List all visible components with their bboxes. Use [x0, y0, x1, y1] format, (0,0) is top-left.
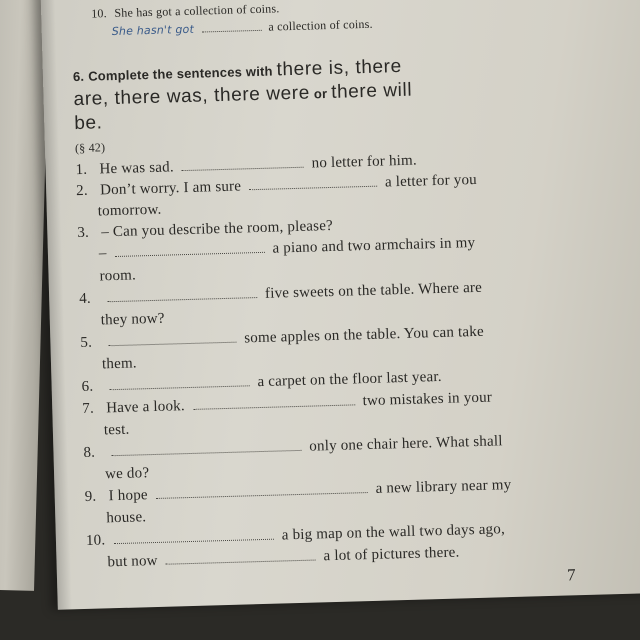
- answer-blank[interactable]: [109, 375, 249, 390]
- item-3-line-3: room.: [99, 267, 137, 285]
- answer-blank[interactable]: [156, 482, 368, 499]
- grammar-reference: (§ 42): [74, 140, 106, 156]
- item-8: 8. only one chair here. What shall: [83, 433, 503, 461]
- prev-item-10-answer: [112, 17, 373, 39]
- workbook-page: [40, 0, 640, 610]
- item-3-line-2: – a piano and two armchairs in my: [98, 234, 476, 262]
- answer-blank[interactable]: [114, 242, 264, 257]
- page-shadow: [40, 0, 72, 610]
- answer-blank[interactable]: [108, 332, 236, 347]
- item-10: 10. a big map on the wall two days ago,: [85, 521, 506, 549]
- answer-blank[interactable]: [107, 287, 257, 302]
- task-heading-line-3: be.: [74, 112, 103, 135]
- handwritten-answer: She hasn't got: [111, 22, 195, 39]
- item-5: 5. some apples on the table. You can take: [80, 323, 485, 352]
- answer-blank[interactable]: [182, 157, 304, 171]
- prev-item-end: a collection of coins.: [268, 16, 373, 34]
- item-6: 6. a carpet on the floor last year.: [81, 368, 442, 395]
- item-4: 4. five sweets on the table. Where are: [78, 279, 483, 308]
- item-3: 3. – Can you describe the room, please?: [77, 217, 334, 242]
- answer-blank[interactable]: [114, 529, 274, 544]
- item-2: 2. Don’t worry. I am sure a letter for you: [75, 171, 478, 200]
- page-number: 7: [566, 565, 577, 585]
- item-8-cont: we do?: [104, 465, 150, 483]
- item-4-cont: they now?: [100, 310, 165, 329]
- item-9: 9. I hope a new library near my: [84, 477, 512, 505]
- item-9-cont: house.: [106, 509, 147, 527]
- task-heading-line-1: 6. Complete the sentences with there is, there: [72, 55, 403, 85]
- answer-blank[interactable]: [193, 394, 355, 410]
- prev-item-10: 10. She has got a collection of coins.: [91, 1, 280, 21]
- task-instruction: Complete the sentences with: [87, 63, 273, 84]
- item-7-cont: test.: [103, 421, 130, 439]
- item-2-cont: tomorrow.: [97, 201, 162, 220]
- task-heading-line-2: are, there was, there were or there will: [73, 79, 413, 111]
- answer-blank[interactable]: [249, 176, 377, 191]
- answer-blank[interactable]: [111, 440, 301, 456]
- prev-item-text: She has got a collection of coins.: [114, 1, 280, 20]
- item-1: 1. He was sad. no letter for him.: [75, 152, 418, 179]
- item-5-cont: them.: [101, 355, 137, 373]
- item-7: 7. Have a look. two mistakes in your: [82, 389, 493, 417]
- item-10-line-2: but now a lot of pictures there.: [107, 544, 460, 571]
- answer-blank[interactable]: [165, 550, 315, 565]
